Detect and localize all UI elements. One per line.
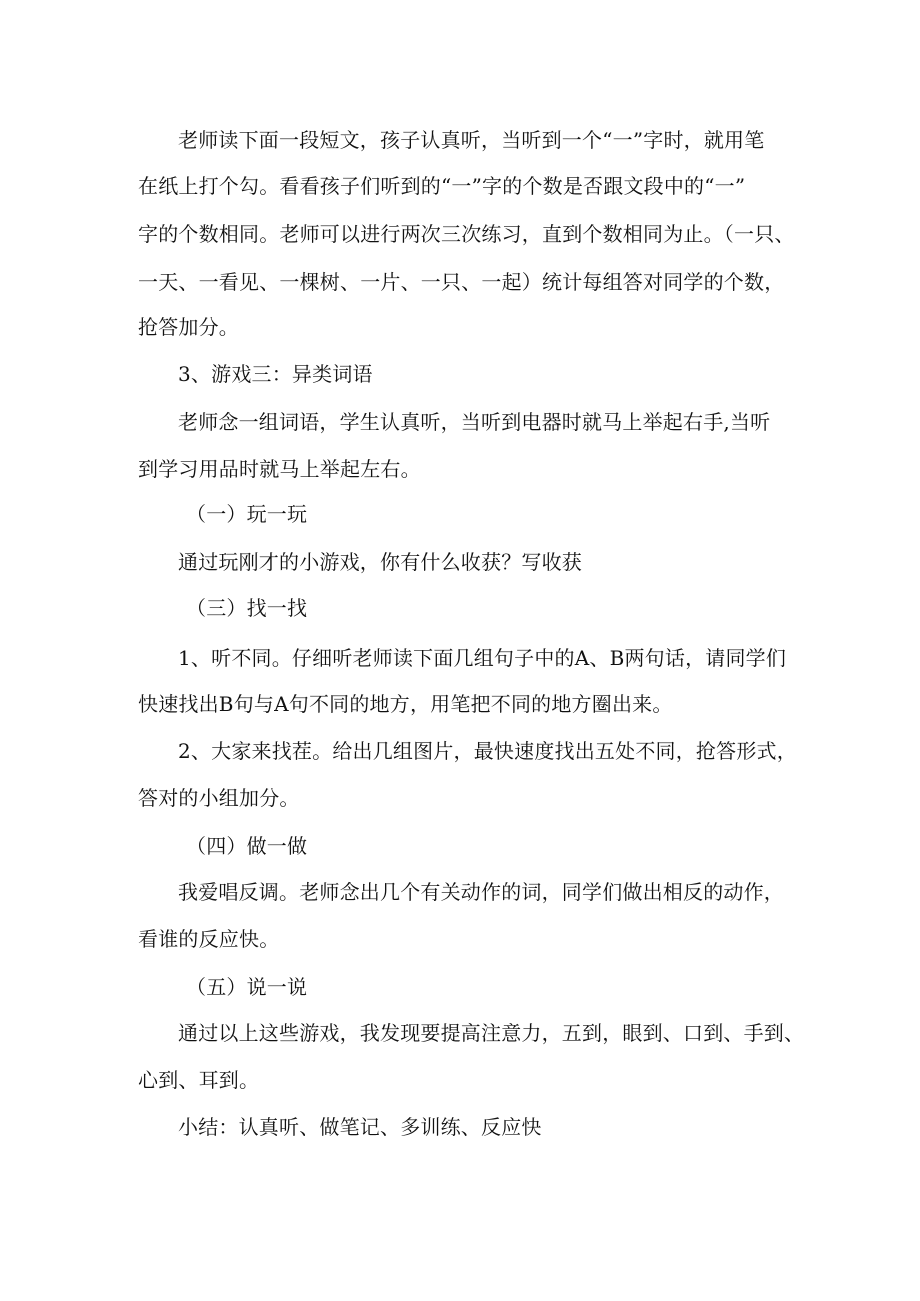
paragraph-line: 快速找出B句与A句不同的地方，用笔把不同的地方圈出来。 — [138, 692, 673, 716]
paragraph-line: 到学习用品时就马上举起左右。 — [138, 457, 421, 481]
paragraph-line: 答对的小组加分。 — [138, 786, 300, 810]
paragraph-line: 字的个数相同。老师可以进行两次三次练习，直到个数相同为止。（一只、 — [138, 222, 795, 246]
paragraph-line: 我爱唱反调。老师念出几个有关动作的词，同学们做出相反的动作， — [178, 880, 784, 904]
section-heading: （五）说一说 — [186, 975, 308, 999]
paragraph-line: 通过玩刚才的小游戏，你有什么收获？写收获 — [178, 550, 582, 574]
paragraph-line: 心到、耳到。 — [138, 1068, 260, 1092]
section-heading: 3、游戏三：异类词语 — [178, 362, 373, 386]
section-heading: （一）玩一玩 — [186, 502, 308, 526]
paragraph-line: 抢答加分。 — [138, 315, 239, 339]
paragraph-line: 通过以上这些游戏，我发现要提高注意力，五到，眼到、口到、手到、 — [178, 1021, 805, 1045]
paragraph-line: 一天、一看见、一棵树、一片、一只、一起）统计每组答对同学的个数， — [138, 270, 785, 294]
paragraph-line: 1、听不同。仔细听老师读下面几组句子中的A、B两句话，请同学们 — [178, 646, 787, 670]
paragraph-line: 2、大家来找茬。给出几组图片，最快速度找出五处不同，抢答形式， — [178, 739, 797, 763]
paragraph-line: 老师读下面一段短文，孩子认真听，当听到一个“一”字时，就用笔 — [178, 128, 765, 152]
paragraph-line: 在纸上打个勾。看看孩子们听到的“一”字的个数是否跟文段中的“一” — [138, 174, 746, 198]
paragraph-line: 看谁的反应快。 — [138, 927, 280, 951]
summary-line: 小结：认真听、做笔记、多训练、反应快 — [178, 1115, 542, 1139]
section-heading: （四）做一做 — [186, 834, 308, 858]
section-heading: （三）找一找 — [186, 596, 308, 620]
paragraph-line: 老师念一组词语，学生认真听，当听到电器时就马上举起右手,当听 — [178, 410, 771, 434]
